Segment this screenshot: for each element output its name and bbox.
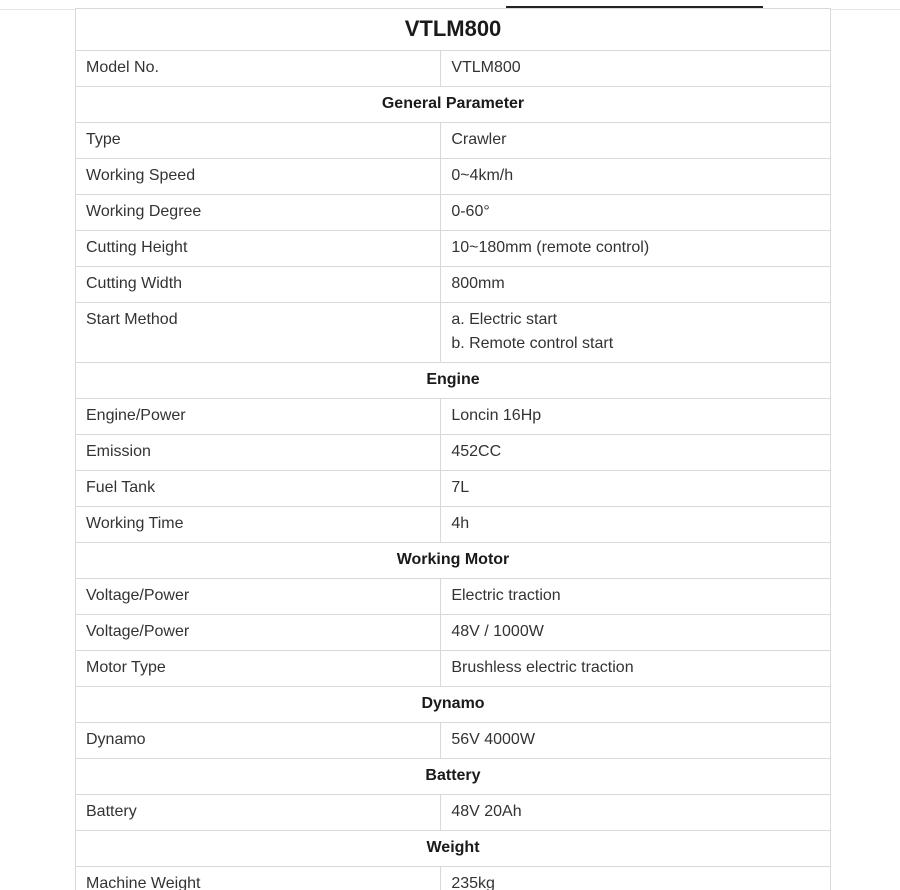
spec-label: Model No. bbox=[76, 51, 441, 87]
table-row bbox=[76, 159, 831, 195]
spec-label: Voltage/Power bbox=[76, 579, 441, 615]
spec-label: Dynamo bbox=[76, 723, 441, 759]
section-header: Dynamo bbox=[76, 687, 831, 723]
table-row bbox=[76, 231, 831, 267]
table-title-row bbox=[76, 9, 831, 51]
table-row bbox=[76, 123, 831, 159]
spec-value-line: a. Electric start bbox=[451, 311, 558, 328]
spec-value: 7L bbox=[441, 471, 831, 507]
table-row bbox=[76, 303, 831, 363]
table-row bbox=[76, 51, 831, 87]
spec-label: Fuel Tank bbox=[76, 471, 441, 507]
section-header-row bbox=[76, 687, 831, 723]
table-row bbox=[76, 435, 831, 471]
spec-value: 48V / 1000W bbox=[441, 615, 831, 651]
table-title: VTLM800 bbox=[76, 9, 831, 51]
spec-value: 10~180mm (remote control) bbox=[441, 231, 831, 267]
spec-label: Motor Type bbox=[76, 651, 441, 687]
table-row bbox=[76, 615, 831, 651]
table-row bbox=[76, 723, 831, 759]
spec-label: Cutting Width bbox=[76, 267, 441, 303]
table-row bbox=[76, 579, 831, 615]
spec-value: 0-60° bbox=[441, 195, 831, 231]
table-row bbox=[76, 471, 831, 507]
section-header: Weight bbox=[76, 831, 831, 867]
section-header: General Parameter bbox=[76, 87, 831, 123]
spec-value: 0~4km/h bbox=[441, 159, 831, 195]
spec-label: Engine/Power bbox=[76, 399, 441, 435]
section-header: Battery bbox=[76, 759, 831, 795]
spec-value: 48V 20Ah bbox=[441, 795, 831, 831]
table-row bbox=[76, 267, 831, 303]
spec-value: 452CC bbox=[441, 435, 831, 471]
section-header: Working Motor bbox=[76, 543, 831, 579]
spec-value-line: b. Remote control start bbox=[451, 335, 614, 352]
spec-label: Working Speed bbox=[76, 159, 441, 195]
section-header-row bbox=[76, 363, 831, 399]
spec-label: Working Time bbox=[76, 507, 441, 543]
table-row bbox=[76, 867, 831, 890]
spec-value: Brushless electric traction bbox=[441, 651, 831, 687]
spec-label: Battery bbox=[76, 795, 441, 831]
section-header: Engine bbox=[76, 363, 831, 399]
spec-label: Machine Weight bbox=[76, 867, 441, 890]
spec-value: 4h bbox=[441, 507, 831, 543]
spec-value bbox=[441, 303, 831, 363]
spec-label: Working Degree bbox=[76, 195, 441, 231]
table-row bbox=[76, 651, 831, 687]
section-header-row bbox=[76, 759, 831, 795]
spec-value: Crawler bbox=[441, 123, 831, 159]
section-header-row bbox=[76, 831, 831, 867]
table-row bbox=[76, 399, 831, 435]
table-row bbox=[76, 195, 831, 231]
spec-label: Cutting Height bbox=[76, 231, 441, 267]
spec-value: Loncin 16Hp bbox=[441, 399, 831, 435]
table-row bbox=[76, 507, 831, 543]
spec-value: 800mm bbox=[441, 267, 831, 303]
spec-label: Voltage/Power bbox=[76, 615, 441, 651]
spec-table bbox=[75, 8, 831, 890]
table-row bbox=[76, 795, 831, 831]
section-header-row bbox=[76, 87, 831, 123]
spec-value: Electric traction bbox=[441, 579, 831, 615]
spec-value: 235kg bbox=[441, 867, 831, 890]
spec-label: Start Method bbox=[76, 303, 441, 363]
spec-label: Type bbox=[76, 123, 441, 159]
spec-value: 56V 4000W bbox=[441, 723, 831, 759]
section-header-row bbox=[76, 543, 831, 579]
spec-value: VTLM800 bbox=[441, 51, 831, 87]
spec-label: Emission bbox=[76, 435, 441, 471]
